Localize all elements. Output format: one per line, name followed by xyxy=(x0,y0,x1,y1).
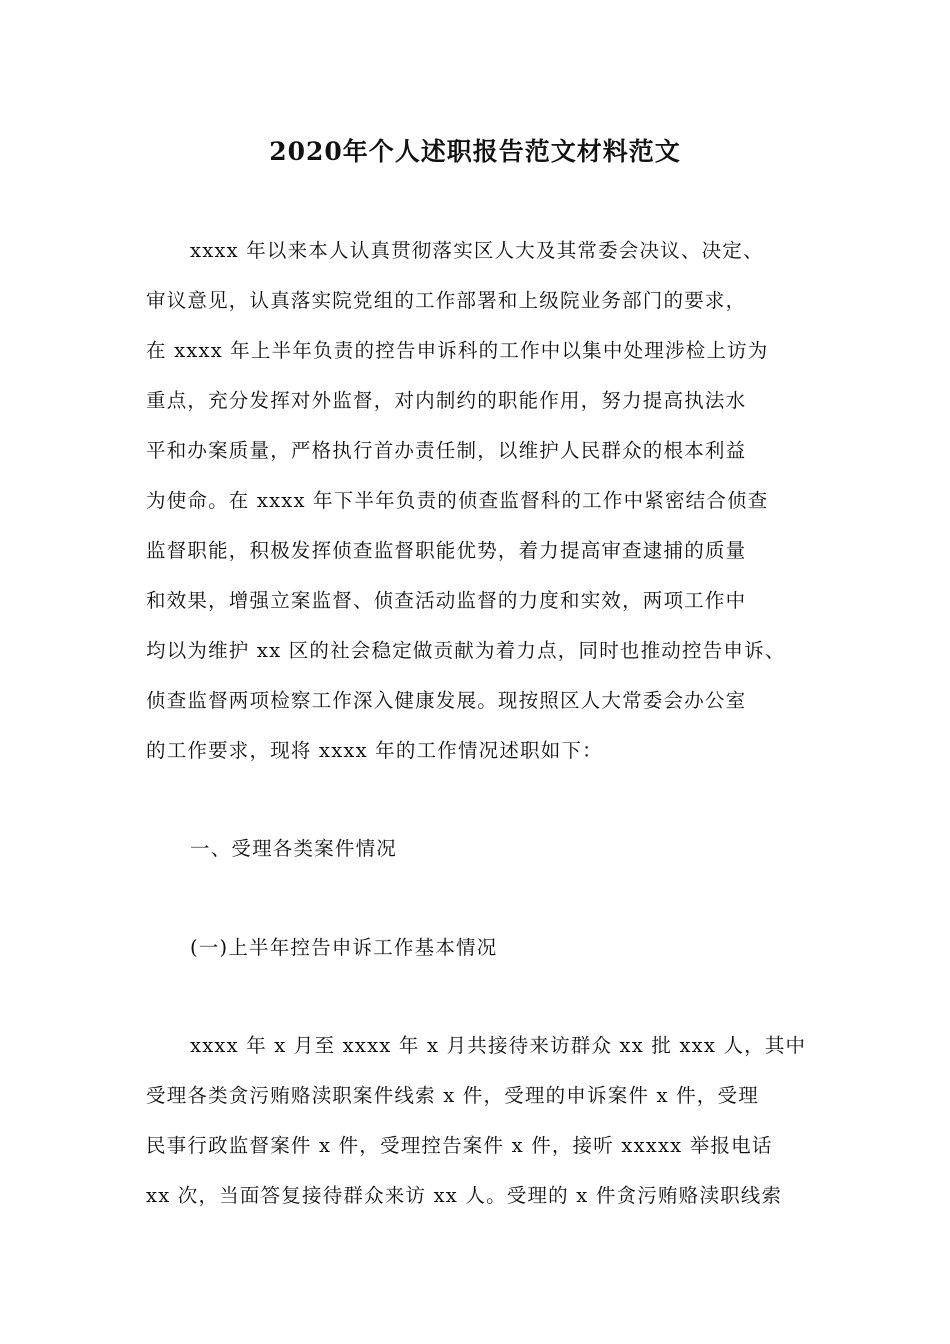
paragraph-line: 审议意见，认真落实院党组的工作部署和上级院业务部门的要求， xyxy=(146,289,747,312)
paragraph-line: 受理各类贪污贿赂渎职案件线索 x 件，受理的申诉案件 x 件，受理 xyxy=(146,1084,759,1107)
paragraph-line: xxxx 年以来本人认真贯彻落实区人大及其常委会决议、决定、 xyxy=(190,239,764,262)
paragraph-line: 监督职能，积极发挥侦查监督职能优势，着力提高审查逮捕的质量 xyxy=(146,539,747,562)
paragraph-line: xx 次，当面答复接待群众来访 xx 人。受理的 x 件贪污贿赂渎职线索 xyxy=(146,1184,783,1207)
document-title: 2020年个人述职报告范文材料范文 xyxy=(269,137,681,166)
paragraph-line: 的工作要求，现将 xxxx 年的工作情况述职如下： xyxy=(146,739,603,762)
paragraph-line: 侦查监督两项检察工作深入健康发展。现按照区人大常委会办公室 xyxy=(146,689,747,712)
paragraph-line: 均以为维护 xx 区的社会稳定做贡献为着力点，同时也推动控告申诉、 xyxy=(146,639,786,662)
paragraph-line: 重点，充分发挥对外监督，对内制约的职能作用，努力提高执法水 xyxy=(146,389,747,412)
paragraph-line: 在 xxxx 年上半年负责的控告申诉科的工作中以集中处理涉检上访为 xyxy=(146,339,769,362)
subsection-heading: (一)上半年控告申诉工作基本情况 xyxy=(190,936,498,959)
paragraph-line: 为使命。在 xxxx 年下半年负责的侦查监督科的工作中紧密结合侦查 xyxy=(146,489,769,512)
paragraph-line: xxxx 年 x 月至 xxxx 年 x 月共接待来访群众 xx 批 xxx 人，其中 xyxy=(190,1034,807,1057)
paragraph-line: 民事行政监督案件 x 件，受理控告案件 x 件，接听 xxxxx 举报电话 xyxy=(146,1134,773,1157)
section-heading: 一、受理各类案件情况 xyxy=(190,837,398,860)
paragraph-line: 和效果，增强立案监督、侦查活动监督的力度和实效，两项工作中 xyxy=(146,589,747,612)
paragraph-line: 平和办案质量，严格执行首办责任制，以维护人民群众的根本利益 xyxy=(146,439,747,462)
